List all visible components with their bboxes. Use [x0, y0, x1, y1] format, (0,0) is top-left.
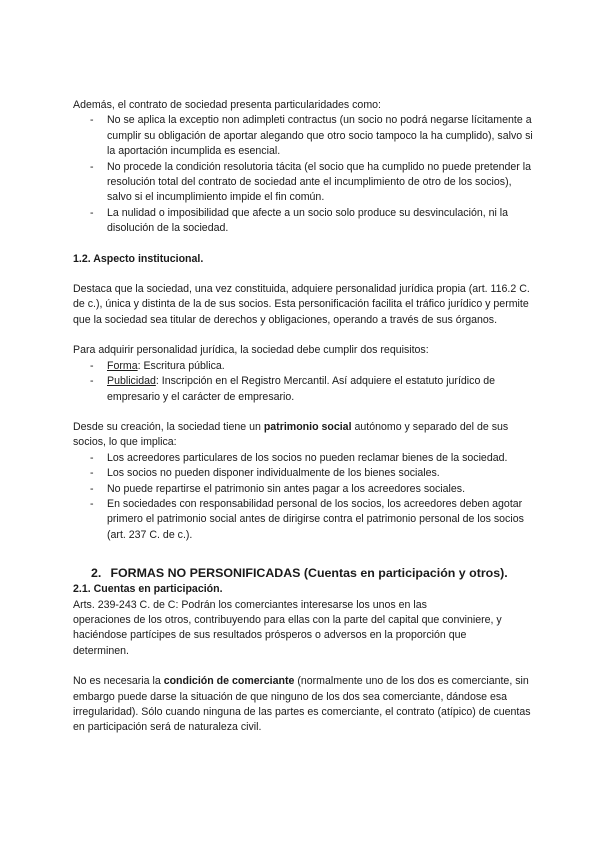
- patrimonio-text: autónomo y separado del de sus socios, lo que implica:: [73, 420, 509, 449]
- list-item: - Los acreedores particulares de los socios no pueden reclamar bienes de la sociedad.: [73, 451, 533, 466]
- patrimonio-bold: patrimonio social: [263, 420, 352, 433]
- patrimonio-text: Desde su creación, la sociedad tiene un: [73, 420, 264, 433]
- arts-line: operaciones de los otros, contribuyendo para ellas con la parte del capital que conviniere, y: [73, 613, 502, 626]
- section-number: 2.: [91, 566, 102, 581]
- requirements-list: [73, 359, 533, 405]
- requirement-text: : Escritura pública.: [137, 359, 225, 372]
- requirement-term: Forma: [107, 359, 138, 372]
- list-item: - No puede repartirse el patrimonio sin antes pagar a los acreedores sociales.: [73, 482, 533, 497]
- condicion-bold: condición de comerciante: [163, 675, 295, 688]
- condicion-paragraph: [73, 674, 533, 736]
- list-item: - No procede la condición resolutoria tácita (el socio que ha cumplido no puede pretender la resolución total del contrato de sociedad ante el incumplimiento de otro de los socios), salvo si el incumplimiento impide el fin común.: [73, 160, 533, 206]
- subsection-heading-2-1: 2.1. Cuentas en participación.: [73, 583, 223, 596]
- patrimonio-paragraph: [73, 420, 533, 451]
- arts-paragraph: [73, 598, 533, 660]
- patrimonio-list: [73, 451, 533, 543]
- list-item: - La nulidad o imposibilidad que afecte a un socio solo produce su desvinculación, ni la disolución de la sociedad.: [73, 206, 533, 237]
- arts-line: Arts. 239-243 C. de C: Podrán los comerciantes interesarse los unos en las: [73, 598, 427, 611]
- list-item: - Los socios no pueden disponer individualmente de los bienes sociales.: [73, 466, 533, 481]
- list-item: [73, 374, 533, 405]
- arts-line: haciéndose partícipes de sus resultados prósperos o adversos en la proporción que: [73, 629, 467, 642]
- condicion-text: (normalmente uno de los dos es comerciante, sin embargo puede darse la situación de que ninguno de los dos sea comerciante, dándose esa irregularidad). Sólo cuando ninguna de las partes es comerciante, el contrato (atípico) de cuentas en participación será de naturaleza civil.: [73, 675, 531, 734]
- list-item: [73, 359, 533, 374]
- particularities-list: [73, 113, 533, 236]
- page-content: [73, 98, 533, 736]
- requirement-term: Publicidad: [107, 375, 156, 388]
- list-item: - No se aplica la exceptio non adimpleti contractus (un socio no podrá negarse lícitamente a cumplir su obligación de aportar alegando que otro socio tampoco la ha cumplido), salvo si la aportación incumplida es esencial.: [73, 113, 533, 159]
- section-heading-2: [73, 565, 533, 582]
- requirements-intro: Para adquirir personalidad jurídica, la sociedad debe cumplir dos requisitos:: [73, 344, 429, 357]
- intro-paragraph: Además, el contrato de sociedad presenta particularidades como:: [73, 99, 381, 111]
- personality-paragraph: Destaca que la sociedad, una vez constituida, adquiere personalidad jurídica propia (art. 116.2 C. de c.), única y distinta de la de sus socios. Esta personificación facilita el tráfico jurídico y permite que la sociedad sea titular de derechos y obligaciones, operando a través de sus órganos.: [73, 283, 530, 326]
- requirement-text: : Inscripción en el Registro Mercantil. Así adquiere el estatuto jurídico de empresario y el carácter de empresario.: [107, 375, 496, 403]
- section-heading-1-2: 1.2. Aspecto institucional.: [73, 252, 204, 265]
- condicion-text: No es necesaria la: [73, 675, 164, 688]
- section-title: FORMAS NO PERSONIFICADAS (Cuentas en participación y otros).: [110, 566, 508, 581]
- arts-line: determinen.: [73, 644, 129, 657]
- list-item: - En sociedades con responsabilidad personal de los socios, los acreedores deben agotar primero el patrimonio social antes de dirigirse contra el patrimonio personal de los socios (art. 237 C. de c.).: [73, 497, 533, 543]
